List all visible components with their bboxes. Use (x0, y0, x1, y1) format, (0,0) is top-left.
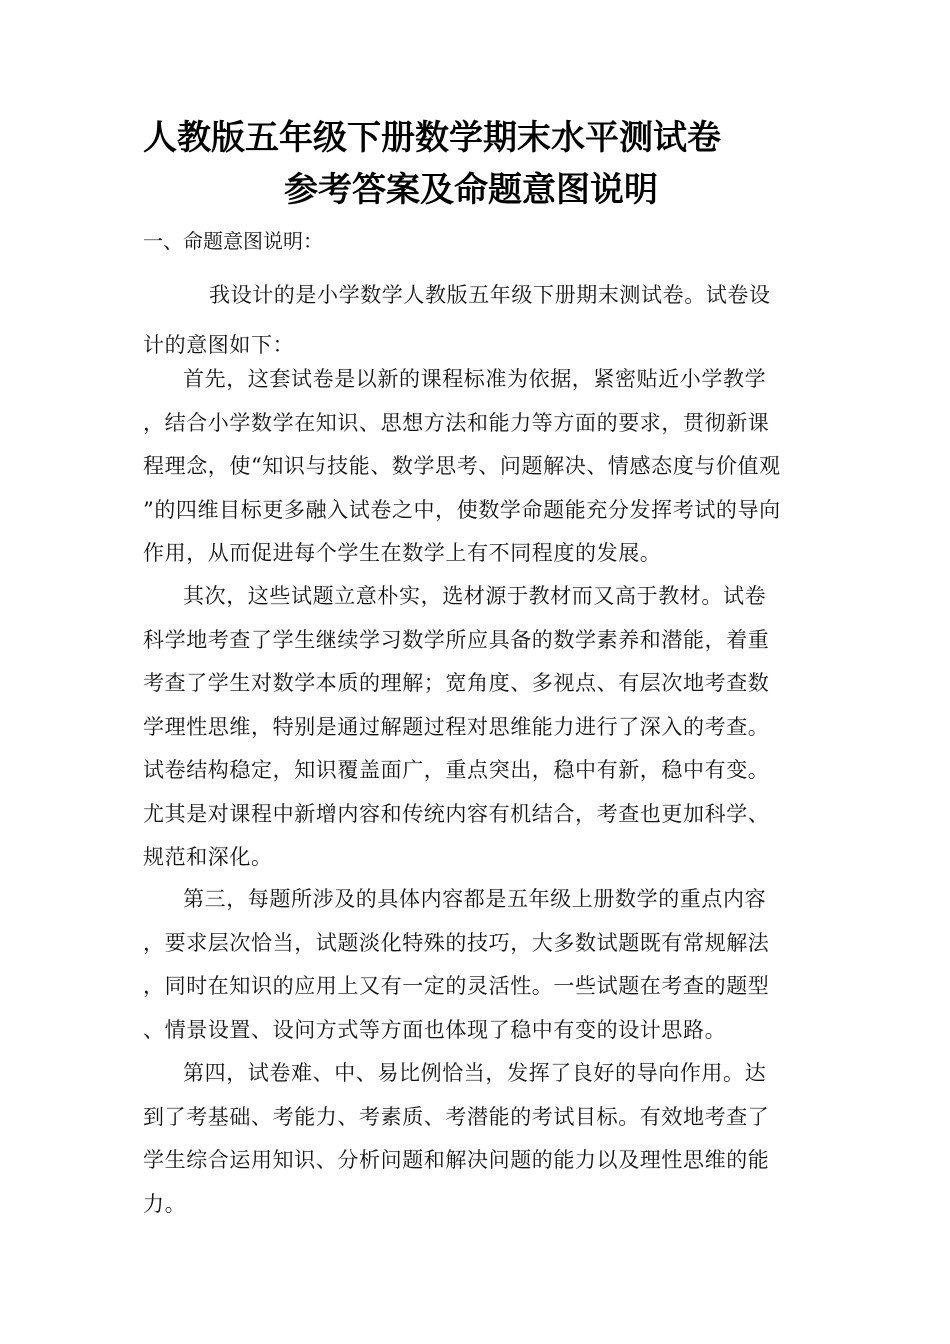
document-title-line-2: 参考答案及命题意图说明 (284, 170, 658, 210)
intro-line: 我设计的是小学数学人教版五年级下册期末测试卷。试卷设 (209, 283, 771, 307)
intro-paragraph (143, 270, 808, 370)
paragraph-line: ，要求层次恰当，试题淡化特殊的技巧，大多数试题既有常规解法 (143, 930, 770, 955)
intro-line: 计的意图如下： (143, 333, 295, 357)
paragraph-third (143, 878, 808, 1052)
paragraph-second (143, 575, 808, 880)
paragraph-line: 学理性思维，特别是通过解题过程对思维能力进行了深入的考查。 (143, 714, 770, 739)
paragraph-fourth (143, 1052, 808, 1226)
paragraph-line: ”的四维目标更多融入试卷之中，使数学命题能充分发挥考试的导向 (143, 497, 781, 522)
paragraph-line: 第四，试卷难、中、易比例恰当，发挥了良好的导向作用。达 (183, 1061, 767, 1085)
paragraph-line: 试卷结构稳定，知识覆盖面广，重点突出，稳中有新，稳中有变。 (143, 758, 770, 782)
paragraph-line: 考查了学生对数学本质的理解；宽角度、多视点、有层次地考查数 (143, 671, 770, 695)
paragraph-line: 到了考基础、考能力、考素质、考潜能的考试目标。有效地考查了 (143, 1104, 770, 1129)
document-title-line-1: 人教版五年级下册数学期末水平测试卷 (143, 118, 721, 158)
paragraph-line: 第三，每题所涉及的具体内容都是五年级上册数学的重点内容 (183, 887, 767, 911)
paragraph-line: ，同时在知识的应用上又有一定的灵活性。一些试题在考查的题型 (143, 974, 770, 998)
paragraph-line: ，结合小学数学在知识、思想方法和能力等方面的要求，贯彻新课 (143, 410, 770, 435)
paragraph-line: 科学地考查了学生继续学习数学所应具备的数学素养和潜能，着重 (143, 627, 770, 652)
paragraph-first (143, 358, 808, 576)
section-heading: 一、命题意图说明： (143, 229, 323, 253)
paragraph-line: 其次，这些试题立意朴实，选材源于教材而又高于教材。试卷 (183, 584, 767, 608)
paragraph-line: 规范和深化。 (143, 845, 273, 869)
paragraph-line: 学生综合运用知识、分析问题和解决问题的能力以及理性思维的能 (143, 1148, 770, 1172)
paragraph-line: 作用，从而促进每个学生在数学上有不同程度的发展。 (143, 541, 662, 565)
paragraph-line: 、情景设置、设问方式等方面也体现了稳中有变的设计思路。 (143, 1017, 727, 1042)
paragraph-line: 首先，这套试卷是以新的课程标准为依据，紧密贴近小学教学 (183, 367, 767, 391)
paragraph-line: 尤其是对课程中新增内容和传统内容有机结合，考查也更加科学、 (143, 801, 770, 826)
paragraph-line: 力。 (143, 1191, 187, 1216)
paragraph-line: 程理念，使“知识与技能、数学思考、问题解决、情感态度与价值观 (143, 454, 781, 478)
